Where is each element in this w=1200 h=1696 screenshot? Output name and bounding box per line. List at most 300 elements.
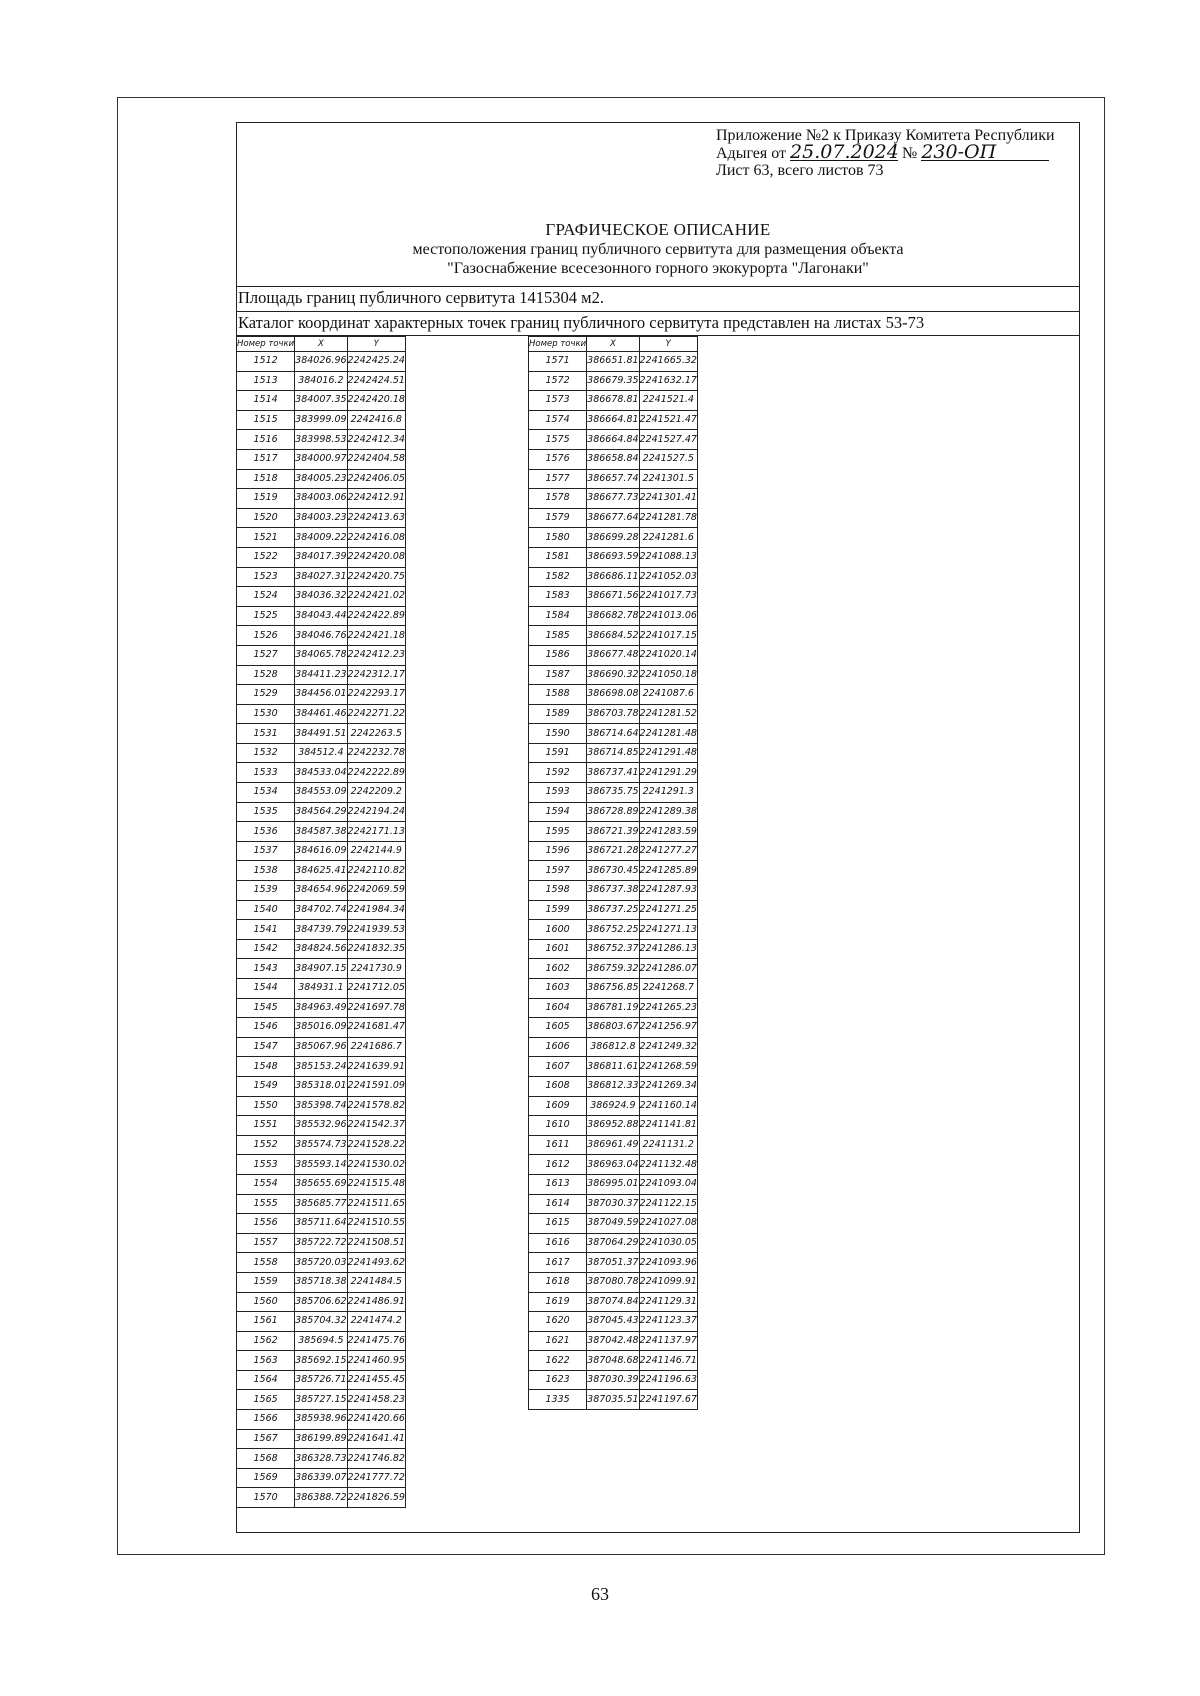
cell-y: 2241271.25: [639, 900, 697, 920]
cell-x: 386812.8: [587, 1037, 639, 1057]
cell-x: 385711.64: [295, 1214, 347, 1234]
cell-point-number: 1609: [529, 1096, 587, 1116]
table-row: [237, 1370, 406, 1390]
table-row: [237, 1468, 406, 1488]
cell-point-number: 1550: [237, 1096, 295, 1116]
cell-x: 385532.96: [295, 1116, 347, 1136]
header-y: Y: [347, 337, 405, 352]
table-row: [529, 704, 698, 724]
cell-point-number: 1580: [529, 528, 587, 548]
table-header-row: [237, 337, 406, 352]
cell-y: 2241641.41: [347, 1429, 405, 1449]
table-row: [529, 528, 698, 548]
cell-x: 383999.09: [295, 410, 347, 430]
cell-point-number: 1533: [237, 763, 295, 783]
cell-x: 384654.96: [295, 881, 347, 901]
cell-point-number: 1542: [237, 939, 295, 959]
cell-point-number: 1617: [529, 1253, 587, 1273]
cell-point-number: 1588: [529, 685, 587, 705]
cell-y: 2242421.18: [347, 626, 405, 646]
cell-y: 2241510.55: [347, 1214, 405, 1234]
cell-x: 384005.23: [295, 469, 347, 489]
cell-point-number: 1569: [237, 1468, 295, 1488]
cell-y: 2241458.23: [347, 1390, 405, 1410]
cell-point-number: 1622: [529, 1351, 587, 1371]
cell-x: 384512.4: [295, 743, 347, 763]
header-x: X: [587, 337, 639, 352]
table-row: [237, 881, 406, 901]
table-row: [237, 391, 406, 411]
cell-x: 386721.28: [587, 841, 639, 861]
cell-y: 2242293.17: [347, 685, 405, 705]
cell-x: 385574.73: [295, 1135, 347, 1155]
cell-y: 2241160.14: [639, 1096, 697, 1116]
cell-x: 387048.68: [587, 1351, 639, 1371]
cell-x: 385726.71: [295, 1370, 347, 1390]
table-row: [237, 1410, 406, 1430]
table-row: [529, 1351, 698, 1371]
cell-point-number: 1620: [529, 1312, 587, 1332]
cell-point-number: 1521: [237, 528, 295, 548]
cell-x: 387042.48: [587, 1331, 639, 1351]
cell-y: 2241686.7: [347, 1037, 405, 1057]
cell-y: 2241271.13: [639, 920, 697, 940]
cell-x: 386703.78: [587, 704, 639, 724]
table-row: [529, 979, 698, 999]
cell-y: 2241301.5: [639, 469, 697, 489]
appendix-line1: Приложение №2 к Приказу Комитета Республики: [716, 127, 1055, 144]
cell-point-number: 1591: [529, 743, 587, 763]
cell-x: 384553.09: [295, 783, 347, 803]
cell-y: 2242416.8: [347, 410, 405, 430]
cell-y: 2241832.35: [347, 939, 405, 959]
cell-point-number: 1615: [529, 1214, 587, 1234]
cell-y: 2242412.34: [347, 430, 405, 450]
appendix-prefix: Адыгея от: [716, 145, 787, 162]
cell-x: 387074.84: [587, 1292, 639, 1312]
table-row: [237, 1351, 406, 1371]
cell-point-number: 1613: [529, 1174, 587, 1194]
catalog-statement: Каталог координат характерных точек границ публичного сервитута представлен на листах 53-73: [236, 311, 1080, 335]
table-row: [237, 606, 406, 626]
cell-x: 386651.81: [587, 352, 639, 372]
cell-x: 385727.15: [295, 1390, 347, 1410]
table-row: [237, 920, 406, 940]
table-row: [529, 547, 698, 567]
cell-point-number: 1548: [237, 1057, 295, 1077]
cell-y: 2241256.97: [639, 1018, 697, 1038]
cell-point-number: 1571: [529, 352, 587, 372]
cell-point-number: 1606: [529, 1037, 587, 1057]
table-row: [237, 1272, 406, 1292]
cell-y: 2242422.89: [347, 606, 405, 626]
cell-y: 2242412.91: [347, 489, 405, 509]
cell-x: 386714.64: [587, 724, 639, 744]
cell-x: 386388.72: [295, 1488, 347, 1508]
cell-point-number: 1530: [237, 704, 295, 724]
cell-x: 386728.89: [587, 802, 639, 822]
cell-point-number: 1581: [529, 547, 587, 567]
cell-y: 2242312.17: [347, 665, 405, 685]
cell-y: 2242424.51: [347, 371, 405, 391]
cell-x: 387049.59: [587, 1214, 639, 1234]
cell-y: 2241777.72: [347, 1468, 405, 1488]
table-row: [529, 1076, 698, 1096]
table-row: [529, 1174, 698, 1194]
cell-point-number: 1553: [237, 1155, 295, 1175]
cell-x: 384491.51: [295, 724, 347, 744]
table-row: [529, 449, 698, 469]
table-row: [237, 763, 406, 783]
table-row: [237, 1155, 406, 1175]
cell-y: 2241984.34: [347, 900, 405, 920]
cell-point-number: 1532: [237, 743, 295, 763]
cell-y: 2242232.78: [347, 743, 405, 763]
cell-y: 2242421.02: [347, 587, 405, 607]
cell-y: 2241020.14: [639, 645, 697, 665]
table-row: [529, 939, 698, 959]
cell-point-number: 1568: [237, 1449, 295, 1469]
cell-x: 387030.39: [587, 1370, 639, 1390]
table-row: [529, 1272, 698, 1292]
cell-y: 2241287.93: [639, 881, 697, 901]
cell-x: 386664.84: [587, 430, 639, 450]
table-row: [529, 489, 698, 509]
cell-point-number: 1562: [237, 1331, 295, 1351]
header-x: X: [295, 337, 347, 352]
cell-y: 2242420.18: [347, 391, 405, 411]
coordinates-table-left: [236, 336, 406, 1508]
cell-x: 386811.61: [587, 1057, 639, 1077]
table-row: [237, 1331, 406, 1351]
cell-x: 387051.37: [587, 1253, 639, 1273]
cell-y: 2241093.96: [639, 1253, 697, 1273]
table-row: [529, 783, 698, 803]
cell-point-number: 1584: [529, 606, 587, 626]
table-row: [237, 841, 406, 861]
cell-point-number: 1599: [529, 900, 587, 920]
cell-y: 2241146.71: [639, 1351, 697, 1371]
cell-point-number: 1537: [237, 841, 295, 861]
table-row: [529, 1155, 698, 1175]
cell-y: 2241291.29: [639, 763, 697, 783]
cell-point-number: 1531: [237, 724, 295, 744]
cell-x: 386737.25: [587, 900, 639, 920]
cell-y: 2241137.97: [639, 1331, 697, 1351]
cell-y: 2241542.37: [347, 1116, 405, 1136]
table-row: [237, 1233, 406, 1253]
cell-point-number: 1534: [237, 783, 295, 803]
cell-y: 2242194.24: [347, 802, 405, 822]
table-row: [529, 1214, 698, 1234]
coordinates-table-right: [528, 336, 698, 1410]
cell-x: 386759.32: [587, 959, 639, 979]
cell-y: 2241030.05: [639, 1233, 697, 1253]
cell-point-number: 1623: [529, 1370, 587, 1390]
table-row: [237, 998, 406, 1018]
cell-x: 384702.74: [295, 900, 347, 920]
table-row: [529, 1116, 698, 1136]
cell-x: 386963.04: [587, 1155, 639, 1175]
cell-y: 2241269.34: [639, 1076, 697, 1096]
table-row: [237, 1390, 406, 1410]
cell-point-number: 1579: [529, 508, 587, 528]
cell-y: 2242110.82: [347, 861, 405, 881]
cell-y: 2241291.48: [639, 743, 697, 763]
cell-point-number: 1605: [529, 1018, 587, 1038]
cell-y: 2241286.07: [639, 959, 697, 979]
cell-point-number: 1545: [237, 998, 295, 1018]
table-row: [237, 371, 406, 391]
cell-point-number: 1610: [529, 1116, 587, 1136]
cell-x: 384587.38: [295, 822, 347, 842]
table-row: [237, 861, 406, 881]
cell-point-number: 1594: [529, 802, 587, 822]
cell-x: 386699.28: [587, 528, 639, 548]
cell-point-number: 1516: [237, 430, 295, 450]
cell-x: 385938.96: [295, 1410, 347, 1430]
cell-y: 2241665.32: [639, 352, 697, 372]
cell-point-number: 1536: [237, 822, 295, 842]
table-row: [237, 1135, 406, 1155]
area-statement: Площадь границ публичного сервитута 1415304 м2.: [236, 286, 1080, 310]
cell-x: 386658.84: [587, 449, 639, 469]
cell-x: 384616.09: [295, 841, 347, 861]
cell-point-number: 1522: [237, 547, 295, 567]
cell-x: 384625.41: [295, 861, 347, 881]
cell-y: 2241197.67: [639, 1390, 697, 1410]
cell-point-number: 1552: [237, 1135, 295, 1155]
cell-point-number: 1590: [529, 724, 587, 744]
cell-x: 384963.49: [295, 998, 347, 1018]
table-row: [529, 802, 698, 822]
cell-x: 385706.62: [295, 1292, 347, 1312]
cell-y: 2241486.91: [347, 1292, 405, 1312]
cell-x: 386781.19: [587, 998, 639, 1018]
cell-y: 2241129.31: [639, 1292, 697, 1312]
cell-y: 2242271.22: [347, 704, 405, 724]
table-row: [237, 959, 406, 979]
table-row: [529, 685, 698, 705]
cell-point-number: 1546: [237, 1018, 295, 1038]
cell-point-number: 1518: [237, 469, 295, 489]
cell-point-number: 1523: [237, 567, 295, 587]
cell-point-number: 1585: [529, 626, 587, 646]
table-row: [237, 489, 406, 509]
table-row: [529, 861, 698, 881]
cell-x: 386677.64: [587, 508, 639, 528]
cell-y: 2242420.08: [347, 547, 405, 567]
table-row: [237, 449, 406, 469]
cell-x: 386677.73: [587, 489, 639, 509]
header-point-number: Номер точки: [529, 337, 587, 352]
cell-x: 384739.79: [295, 920, 347, 940]
cell-x: 384007.35: [295, 391, 347, 411]
appendix-line3: Лист 63, всего листов 73: [716, 162, 884, 179]
table-row: [529, 959, 698, 979]
table-row: [529, 1370, 698, 1390]
cell-x: 385720.03: [295, 1253, 347, 1273]
cell-y: 2241474.2: [347, 1312, 405, 1332]
cell-x: 384907.15: [295, 959, 347, 979]
cell-x: 387045.43: [587, 1312, 639, 1332]
cell-y: 2241017.15: [639, 626, 697, 646]
appendix-number: 230-ОП: [921, 144, 1049, 161]
table-row: [529, 1018, 698, 1038]
table-row: [237, 900, 406, 920]
table-row: [237, 802, 406, 822]
cell-point-number: 1602: [529, 959, 587, 979]
cell-y: 2241291.3: [639, 783, 697, 803]
cell-y: 2242406.05: [347, 469, 405, 489]
cell-point-number: 1601: [529, 939, 587, 959]
cell-x: 384009.22: [295, 528, 347, 548]
header-point-number: Номер точки: [237, 337, 295, 352]
cell-x: 387080.78: [587, 1272, 639, 1292]
cell-point-number: 1549: [237, 1076, 295, 1096]
cell-x: 386339.07: [295, 1468, 347, 1488]
table-row: [529, 1037, 698, 1057]
cell-x: 386693.59: [587, 547, 639, 567]
cell-x: 386684.52: [587, 626, 639, 646]
table-row: [529, 606, 698, 626]
cell-point-number: 1593: [529, 783, 587, 803]
cell-point-number: 1574: [529, 410, 587, 430]
cell-x: 384456.01: [295, 685, 347, 705]
cell-x: 384046.76: [295, 626, 347, 646]
cell-y: 2241632.17: [639, 371, 697, 391]
table-row: [529, 1312, 698, 1332]
cell-y: 2242412.23: [347, 645, 405, 665]
cell-y: 2241013.06: [639, 606, 697, 626]
cell-point-number: 1583: [529, 587, 587, 607]
cell-x: 386924.9: [587, 1096, 639, 1116]
table-row: [529, 1331, 698, 1351]
table-row: [237, 1449, 406, 1469]
table-row: [529, 881, 698, 901]
table-row: [529, 1096, 698, 1116]
cell-y: 2241132.48: [639, 1155, 697, 1175]
cell-x: 386657.74: [587, 469, 639, 489]
table-row: [237, 685, 406, 705]
cell-x: 386664.81: [587, 410, 639, 430]
cell-point-number: 1517: [237, 449, 295, 469]
cell-point-number: 1543: [237, 959, 295, 979]
cell-point-number: 1618: [529, 1272, 587, 1292]
cell-point-number: 1554: [237, 1174, 295, 1194]
table-row: [529, 391, 698, 411]
table-row: [237, 1312, 406, 1332]
cell-y: 2241484.5: [347, 1272, 405, 1292]
cell-point-number: 1572: [529, 371, 587, 391]
cell-y: 2241281.6: [639, 528, 697, 548]
cell-point-number: 1603: [529, 979, 587, 999]
cell-y: 2241460.95: [347, 1351, 405, 1371]
cell-point-number: 1540: [237, 900, 295, 920]
cell-x: 385067.96: [295, 1037, 347, 1057]
cell-point-number: 1567: [237, 1429, 295, 1449]
table-row: [237, 567, 406, 587]
table-row: [529, 645, 698, 665]
cell-point-number: 1616: [529, 1233, 587, 1253]
cell-x: 386677.48: [587, 645, 639, 665]
table-row: [237, 1116, 406, 1136]
table-row: [237, 1037, 406, 1057]
cell-point-number: 1566: [237, 1410, 295, 1430]
table-row: [237, 528, 406, 548]
heading-title: ГРАФИЧЕСКОЕ ОПИСАНИЕ: [545, 220, 771, 239]
cell-x: 385398.74: [295, 1096, 347, 1116]
table-row: [237, 1076, 406, 1096]
cell-y: 2241712.05: [347, 979, 405, 999]
cell-point-number: 1563: [237, 1351, 295, 1371]
cell-point-number: 1608: [529, 1076, 587, 1096]
cell-point-number: 1514: [237, 391, 295, 411]
cell-point-number: 1512: [237, 352, 295, 372]
cell-point-number: 1527: [237, 645, 295, 665]
cell-x: 385704.32: [295, 1312, 347, 1332]
cell-point-number: 1544: [237, 979, 295, 999]
table-row: [529, 763, 698, 783]
cell-x: 385692.15: [295, 1351, 347, 1371]
cell-x: 383998.53: [295, 430, 347, 450]
cell-x: 386682.78: [587, 606, 639, 626]
cell-point-number: 1538: [237, 861, 295, 881]
cell-x: 386671.56: [587, 587, 639, 607]
cell-point-number: 1524: [237, 587, 295, 607]
cell-x: 386328.73: [295, 1449, 347, 1469]
cell-point-number: 1555: [237, 1194, 295, 1214]
cell-y: 2241285.89: [639, 861, 697, 881]
cell-y: 2241515.48: [347, 1174, 405, 1194]
cell-point-number: 1570: [237, 1488, 295, 1508]
cell-point-number: 1565: [237, 1390, 295, 1410]
table-row: [237, 743, 406, 763]
cell-y: 2241268.7: [639, 979, 697, 999]
cell-point-number: 1556: [237, 1214, 295, 1234]
table-row: [237, 1488, 406, 1508]
cell-x: 386199.89: [295, 1429, 347, 1449]
cell-point-number: 1539: [237, 881, 295, 901]
table-row: [529, 1292, 698, 1312]
cell-x: 386686.11: [587, 567, 639, 587]
table-row: [237, 1214, 406, 1234]
cell-x: 386756.85: [587, 979, 639, 999]
cell-point-number: 1547: [237, 1037, 295, 1057]
cell-x: 384461.46: [295, 704, 347, 724]
cell-point-number: 1592: [529, 763, 587, 783]
table-row: [529, 1057, 698, 1077]
cell-point-number: 1573: [529, 391, 587, 411]
cell-x: 386752.37: [587, 939, 639, 959]
cell-x: 386698.08: [587, 685, 639, 705]
cell-x: 386803.67: [587, 1018, 639, 1038]
cell-x: 384026.96: [295, 352, 347, 372]
cell-x: 385016.09: [295, 1018, 347, 1038]
cell-y: 2241052.03: [639, 567, 697, 587]
table-row: [529, 841, 698, 861]
cell-point-number: 1587: [529, 665, 587, 685]
page-number: 63: [591, 1584, 609, 1604]
table-row: [237, 665, 406, 685]
heading-line3: "Газоснабжение всесезонного горного экокурорта "Лагонаки": [447, 260, 869, 277]
cell-point-number: 1582: [529, 567, 587, 587]
cell-y: 2241826.59: [347, 1488, 405, 1508]
cell-point-number: 1520: [237, 508, 295, 528]
table-row: [529, 900, 698, 920]
cell-y: 2241281.48: [639, 724, 697, 744]
cell-point-number: 1621: [529, 1331, 587, 1351]
